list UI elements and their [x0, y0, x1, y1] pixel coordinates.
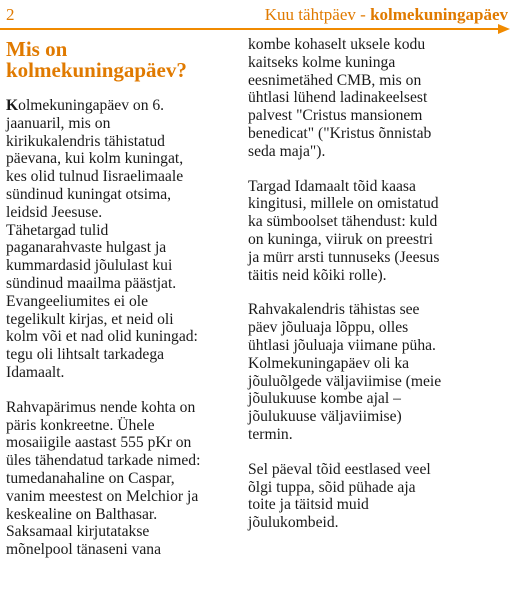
text-line: olmekuningapäev on 6. [18, 97, 165, 114]
text-line: päev jõuluaja lõppu, olles [248, 319, 409, 337]
text-line: ka sümboolset tähendust: kuld [248, 213, 438, 231]
body-paragraph [6, 97, 244, 382]
right-column-body [248, 36, 486, 532]
text-line: päevana, kui kolm kuningat, [6, 150, 184, 168]
text-line: Saksamaal kirjutatakse [6, 523, 150, 541]
running-head [265, 5, 508, 25]
header-arrow-icon [498, 24, 510, 34]
text-line: Evangeeliumites ei ole [6, 292, 149, 310]
text-line: kaitseks kolme kuninga [248, 53, 396, 71]
text-line: sündinud kuningat otsima, [6, 185, 172, 203]
text-line: tumedanahaline on Caspar, [6, 469, 175, 487]
left-column-body [6, 97, 244, 559]
text-line: sündinud maailma päästjat. [6, 274, 177, 292]
text-line: leidsid Jeesuse. [6, 203, 103, 221]
article-title-line-2: kolmekuningapäev? [6, 58, 187, 82]
text-line: jõuluõlgede väljaviimise (meie [248, 372, 442, 390]
text-line: Targad Idamaalt tõid kaasa [248, 177, 416, 195]
right-column [248, 36, 486, 549]
text-line: täitis neid kõiki rolle). [248, 266, 387, 284]
text-line: mosaiigile aastast 555 pKr on [6, 434, 192, 452]
text-line: kummardasid jõululast kui [6, 257, 173, 275]
text-line: ja mürr arsti tunnuseks (Jeesus [248, 248, 440, 266]
text-line: õlgi tuppa, sõid pühade aja [248, 478, 416, 496]
text-line: kes olid tulnud Iisraelimaale [6, 168, 184, 186]
page-header [0, 0, 514, 30]
body-paragraph [248, 36, 486, 161]
article-title [6, 39, 244, 81]
text-line: ühtlasi jõuluaja viimane püha. [248, 336, 436, 354]
running-head-prefix: Kuu tähtpäev - [264, 5, 371, 24]
text-line: Tähetargad tulid [6, 221, 109, 239]
text-line: kirikukalendris tähistatud [6, 132, 165, 150]
body-paragraph [6, 399, 244, 559]
body-paragraph [248, 461, 486, 532]
text-line: jõulukuuse kombe ajal – [248, 390, 401, 408]
text-line: vanim meestest on Melchior ja [6, 487, 199, 505]
text-line: jaanuaril, mis on [6, 114, 111, 132]
text-line: paganarahvaste hulgast ja [6, 239, 167, 257]
text-line: Kolmekuningapäev oli ka [248, 354, 410, 372]
text-line: Rahvapärimus nende kohta on [6, 398, 196, 416]
text-line: termin. [248, 425, 293, 443]
running-head-topic: kolmekuningapäev [370, 5, 508, 24]
text-line: Idamaalt. [6, 363, 65, 381]
text-line: toite ja täitsid muid [248, 496, 369, 514]
text-line: tegelikult kirjas, et neid oli [6, 310, 174, 328]
text-line: Sel päeval tõid eestlased veel [248, 460, 431, 478]
text-line: keskealine on Balthasar. [6, 505, 158, 523]
text-line: seda maja"). [248, 142, 326, 160]
left-column [6, 36, 244, 576]
body-paragraph [248, 301, 486, 443]
body-paragraph [248, 178, 486, 285]
text-line: üles tähendatud tarkade nimed: [6, 452, 201, 470]
text-line: eesnimetähed CMB, mis on [248, 71, 422, 89]
text-line: päris konkreetne. Ühele [6, 416, 155, 434]
text-line: palvest "Cristus mansionem [248, 107, 423, 125]
text-line: kolm või et nad olid kuningad: [6, 328, 198, 346]
text-line: tegu oli lihtsalt tarkadega [6, 346, 165, 364]
text-line: on kuninga, viiruk on preestri [248, 230, 433, 248]
text-line: Rahvakalendris tähistas see [248, 301, 420, 319]
text-line: kombe kohaselt uksele kodu [248, 36, 426, 53]
drop-letter: K [6, 97, 19, 114]
article-title-line-1: Mis on [6, 37, 68, 61]
header-rule [0, 28, 500, 30]
text-line: jõulukuuse väljaviimise) [248, 408, 402, 426]
text-line: jõulukombeid. [248, 514, 339, 532]
page-number: 2 [6, 5, 15, 24]
text-line: ühtlasi lühend ladinakeelsest [248, 89, 428, 107]
text-line: mõnelpool tänaseni vana [6, 541, 162, 559]
text-line: kingitusi, millele on omistatud [248, 195, 439, 213]
text-line: benedicat" ("Kristus õnnistab [248, 124, 432, 142]
